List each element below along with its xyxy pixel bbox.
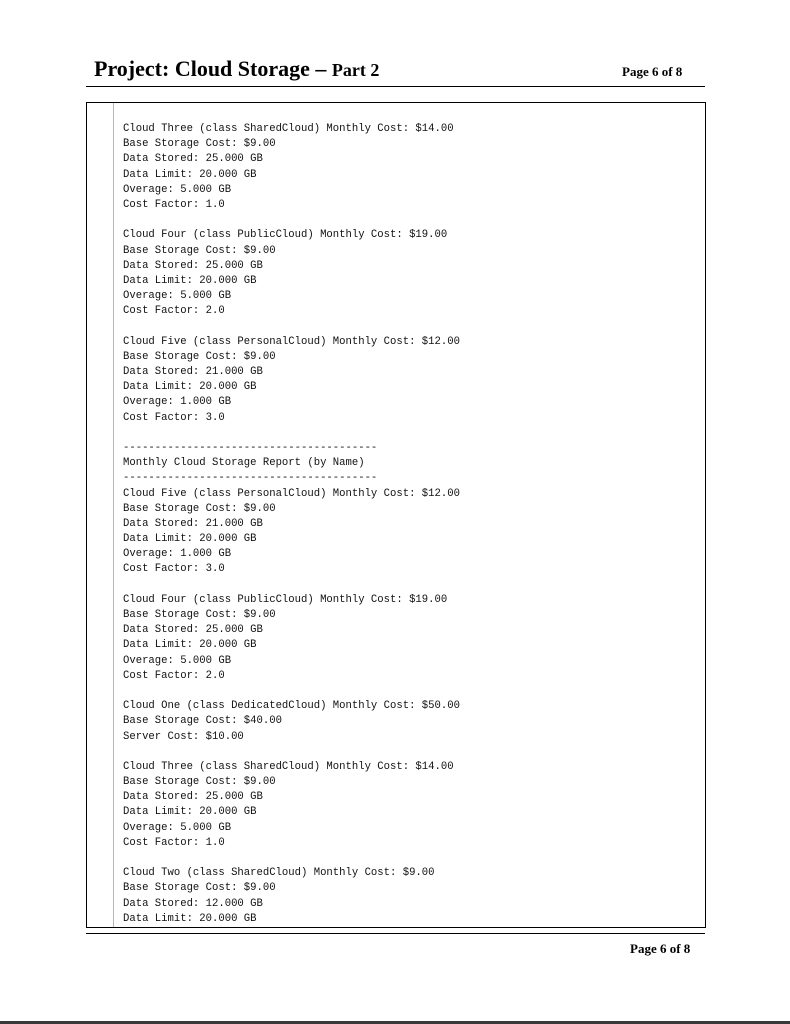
console-line: ---------------------------------------- <box>123 472 378 485</box>
console-line: Base Storage Cost: $9.00 <box>123 502 276 515</box>
console-line: Data Limit: 20.000 GB <box>123 274 257 287</box>
console-line: Cloud Four (class PublicCloud) Monthly Cost: $19.00 <box>123 229 448 242</box>
footer-page-number: Page 6 of 8 <box>630 941 691 956</box>
console-line: Cloud Three (class SharedCloud) Monthly Cost: $14.00 <box>123 760 454 773</box>
console-line: Data Limit: 20.000 GB <box>123 912 257 925</box>
console-line: Data Stored: 25.000 GB <box>123 791 263 804</box>
console-line: Overage: 5.000 GB <box>123 821 232 834</box>
console-line: Cost Factor: 3.0 <box>123 563 225 576</box>
console-line: Cloud Two (class SharedCloud) Monthly Cost: $9.00 <box>123 867 435 880</box>
console-line <box>123 213 693 228</box>
console-line: Monthly Cloud Storage Report (by Name) <box>123 457 365 470</box>
console-line: Cloud One (class DedicatedCloud) Monthly Cost: $50.00 <box>123 700 460 713</box>
console-line: Server Cost: $10.00 <box>123 730 244 743</box>
console-line: Data Limit: 20.000 GB <box>123 381 257 394</box>
console-line: ---------------------------------------- <box>123 441 378 454</box>
console-line: Overage: 5.000 GB <box>123 183 232 196</box>
console-line: Base Storage Cost: $9.00 <box>123 609 276 621</box>
console-output-text <box>123 122 693 927</box>
console-line: Data Stored: 21.000 GB <box>123 517 263 530</box>
console-line: Base Storage Cost: $9.00 <box>123 776 276 789</box>
document-title-part: Part 2 <box>331 60 380 80</box>
console-line: Cost Factor: 2.0 <box>123 669 225 682</box>
console-line: Data Limit: 20.000 GB <box>123 806 257 819</box>
console-line: Cloud Four (class PublicCloud) Monthly Cost: $19.00 <box>123 593 448 606</box>
console-line: Base Storage Cost: $9.00 <box>123 138 276 151</box>
console-line: Base Storage Cost: $9.00 <box>123 882 276 895</box>
console-line: Data Limit: 20.000 GB <box>123 168 257 181</box>
console-line: Data Stored: 12.000 GB <box>123 897 263 910</box>
console-line: Cost Factor: 3.0 <box>123 411 225 424</box>
console-line <box>123 745 693 760</box>
console-line: Base Storage Cost: $9.00 <box>123 350 276 363</box>
console-line: Base Storage Cost: $9.00 <box>123 244 276 257</box>
console-line: Cloud Three (class SharedCloud) Monthly Cost: $14.00 <box>123 123 454 135</box>
console-line <box>123 426 693 441</box>
console-line: Overage: 5.000 GB <box>123 654 232 667</box>
console-line <box>123 319 693 334</box>
console-line: Data Limit: 20.000 GB <box>123 639 257 652</box>
console-line: Data Stored: 21.000 GB <box>123 366 263 378</box>
console-line: Cloud Five (class PersonalCloud) Monthly Cost: $12.00 <box>123 487 460 500</box>
console-line: Cost Factor: 1.0 <box>123 836 225 849</box>
console-line: Cost Factor: 1.0 <box>123 198 225 211</box>
console-line: Base Storage Cost: $40.00 <box>123 715 282 728</box>
header-divider <box>86 86 705 87</box>
console-line: Cloud Five (class PersonalCloud) Monthly Cost: $12.00 <box>123 335 460 348</box>
console-line: Data Limit: 20.000 GB <box>123 533 257 546</box>
console-line: Data Stored: 25.000 GB <box>123 624 263 637</box>
footer-divider <box>86 933 705 934</box>
console-line <box>123 684 693 699</box>
console-line: Cost Factor: 2.0 <box>123 305 225 318</box>
document-title <box>94 56 379 83</box>
console-line: Data Stored: 25.000 GB <box>123 153 263 166</box>
console-line <box>123 851 693 866</box>
console-line: Overage: 1.000 GB <box>123 396 232 409</box>
console-line: Data Stored: 25.000 GB <box>123 259 263 272</box>
console-margin-line <box>113 103 114 927</box>
console-line: Overage: 1.000 GB <box>123 548 232 561</box>
console-line <box>123 578 693 593</box>
document-title-main: Project: Cloud Storage – <box>94 56 332 81</box>
header-page-number: Page 6 of 8 <box>622 64 683 79</box>
console-line: Overage: 5.000 GB <box>123 290 232 303</box>
console-output-box <box>86 102 706 928</box>
